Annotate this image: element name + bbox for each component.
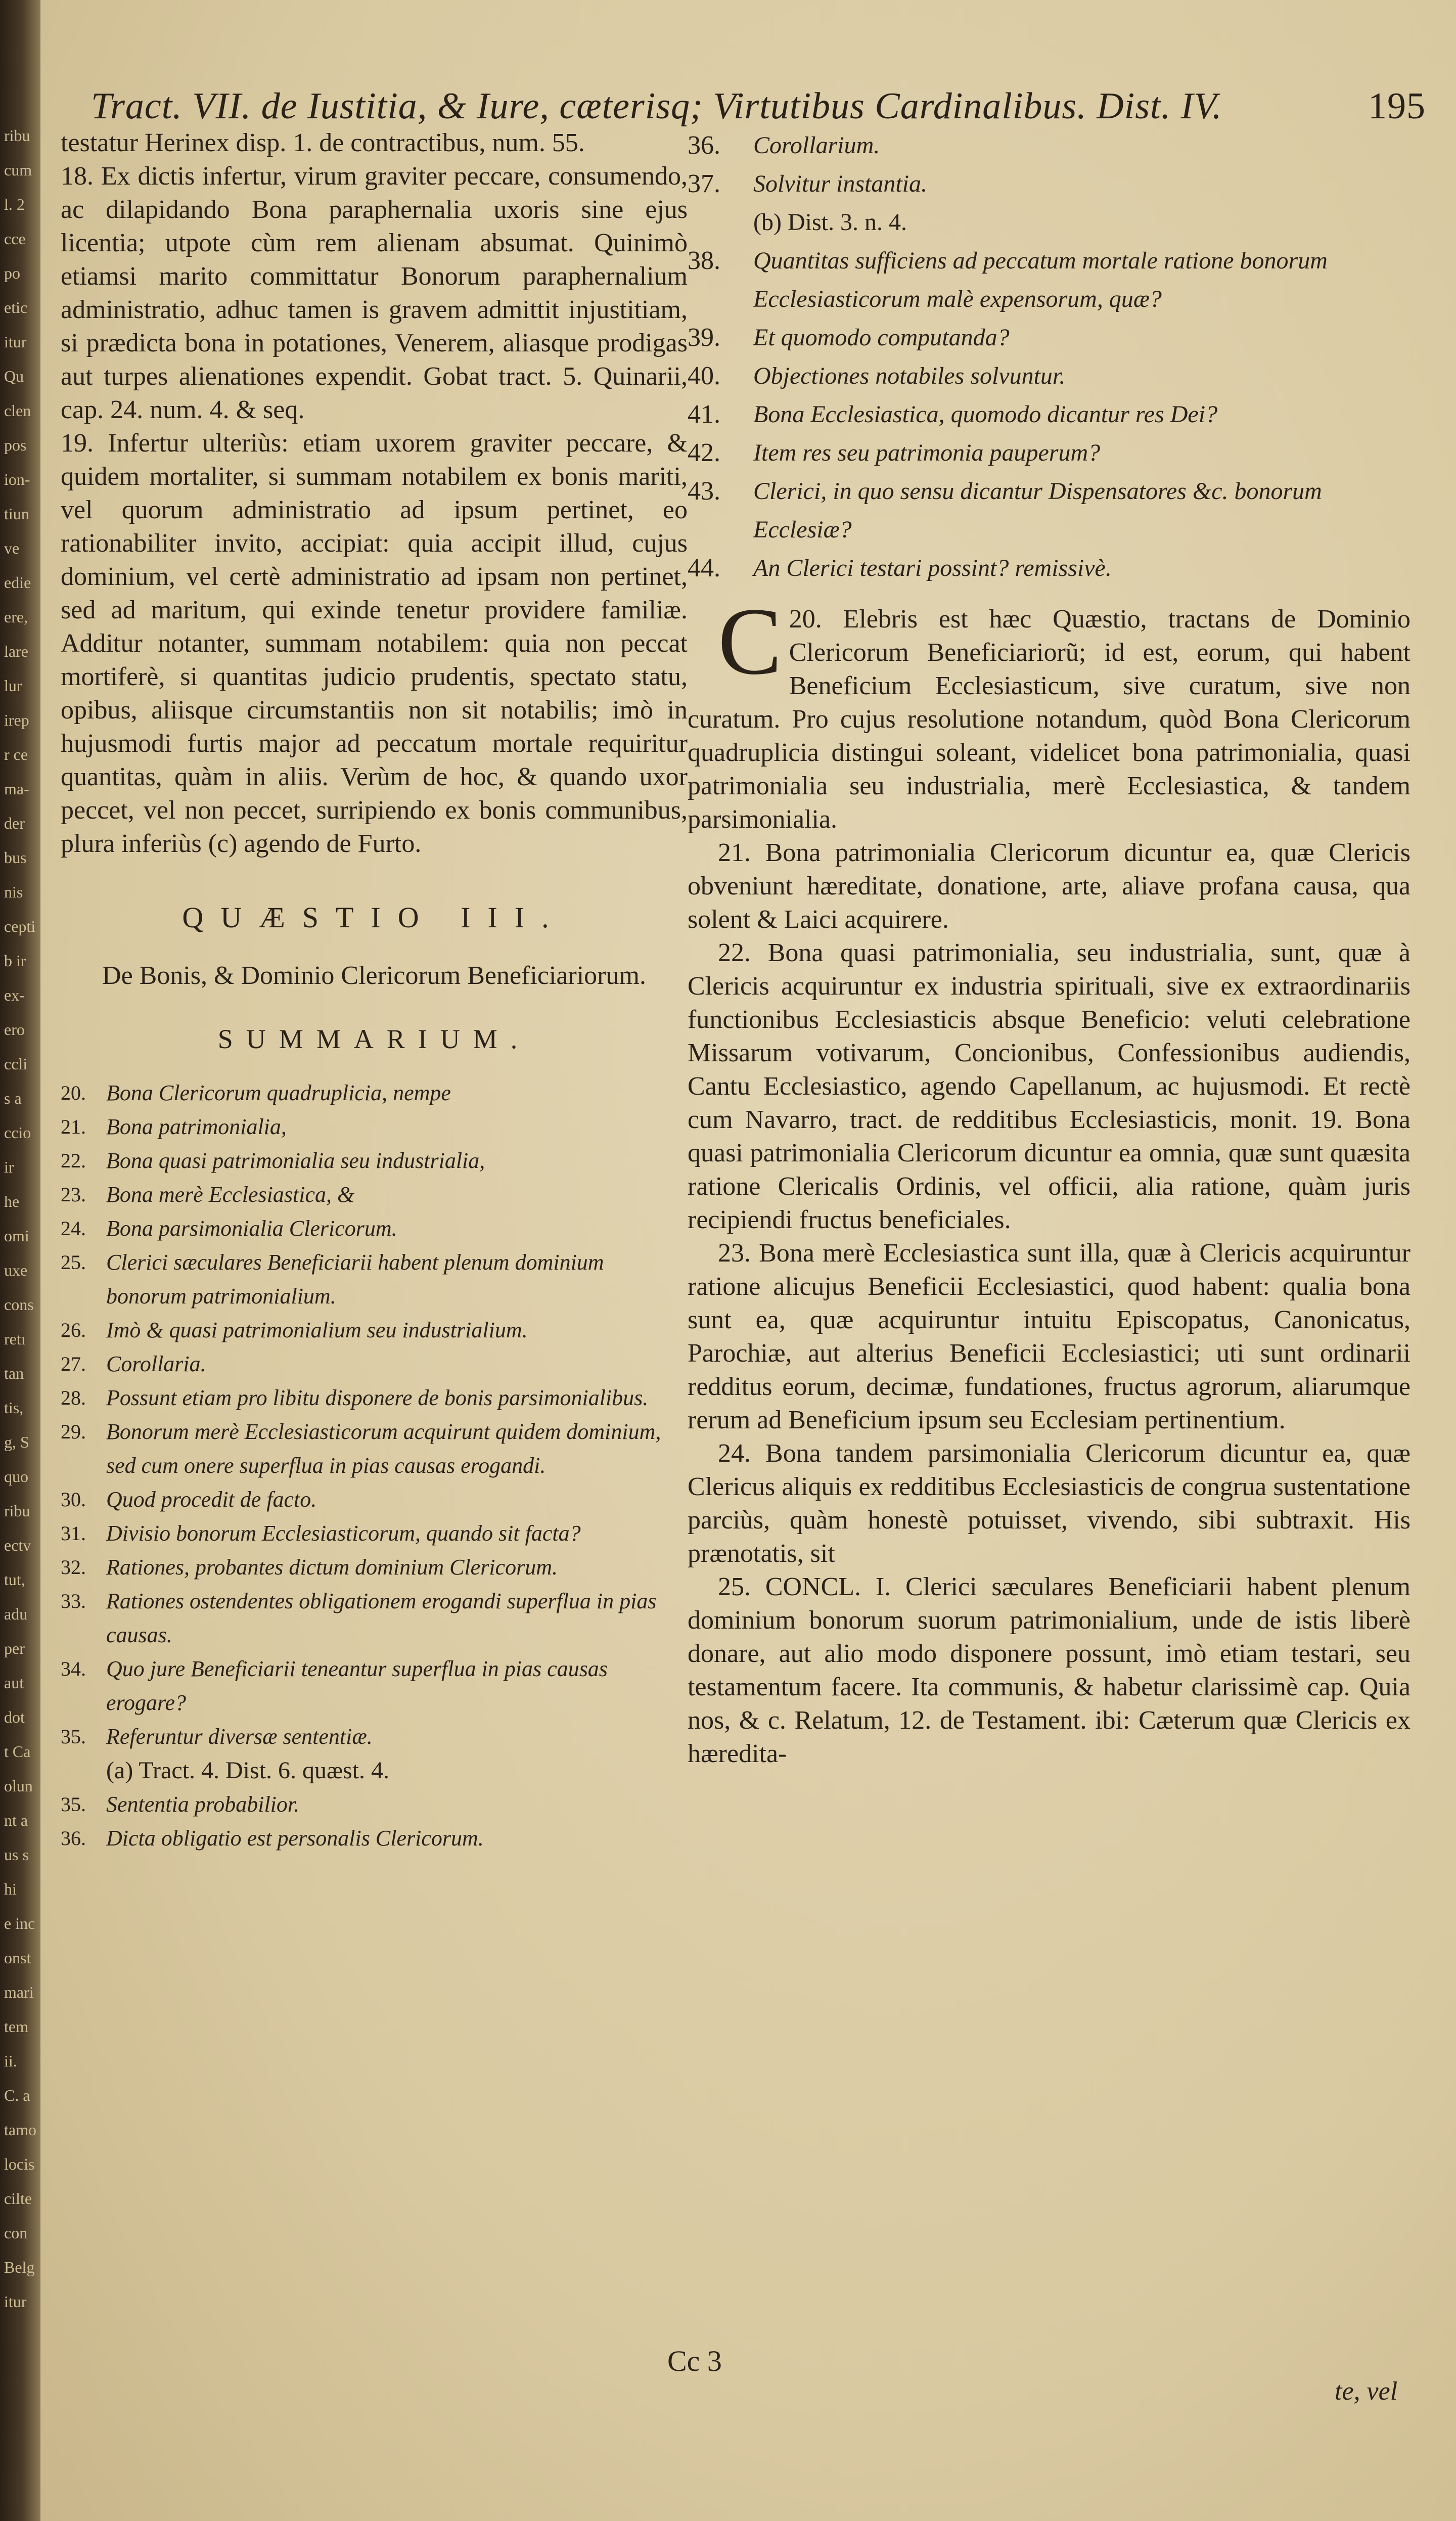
summary-heading: SUMMARIUM.	[217, 1024, 531, 1054]
summary-item	[688, 395, 1410, 434]
previous-page-fragment: per	[4, 1639, 25, 1657]
paragraph-25: 25. CONCL. I. Clerici sæculares Beneficiarii habent plenum dominium bonorum suorum patrimonialium, unde de istis liberè donare, aut alio modo disponere possunt, imò etiam testari, seu testamentum facere. Ita communis, & habetur clarissimè cap. Quia nos, & c. Relatum, 12. de Testament. ibi: Cæterum quæ Clericis ex hæredita-	[688, 1572, 1410, 1768]
previous-page-fragment: b ir	[4, 952, 26, 970]
paragraph-20	[688, 589, 1410, 836]
left-column	[61, 126, 688, 1855]
summary-item-text: (a) Tract. 4. Dist. 6. quæst. 4.	[106, 1757, 390, 1784]
summary-item-number: 31.	[61, 1522, 86, 1545]
paragraph-20-number: 20.	[789, 605, 822, 634]
summary-item-number: 34.	[61, 1657, 86, 1680]
summary-item-text: Quod procedit de facto.	[106, 1487, 317, 1512]
previous-page-fragment: po	[4, 264, 20, 282]
previous-page-fragment: tem	[4, 2017, 28, 2036]
page-number: 195	[1368, 85, 1426, 127]
previous-page-fragment: nt a	[4, 1811, 28, 1829]
summary-item-number: 26.	[61, 1319, 86, 1341]
previous-page-fragment: tan	[4, 1364, 24, 1382]
summary-item	[61, 1584, 688, 1652]
summary-item-number: 33.	[61, 1590, 86, 1612]
previous-page-fragment: tamo	[4, 2121, 36, 2139]
summary-item-text: Sententia probabilior.	[106, 1792, 300, 1817]
signature-mark: Cc 3	[667, 2345, 722, 2377]
previous-page-fragment: ir	[4, 1158, 14, 1176]
previous-page-fragment: con	[4, 2224, 28, 2242]
previous-page-fragment: ribu	[4, 126, 30, 145]
question-subtitle: De Bonis, & Dominio Clericorum Beneficiariorum.	[102, 961, 646, 990]
summary-item-number: 40.	[688, 362, 720, 390]
previous-page-fragment: e inc	[4, 1914, 35, 1932]
summary-item	[61, 1652, 688, 1720]
previous-page-fragment: aut	[4, 1674, 24, 1692]
summary-item-text: Corollarium.	[753, 132, 880, 159]
summary-item	[61, 1076, 688, 1110]
summary-item	[61, 1144, 688, 1178]
summary-item	[61, 1787, 688, 1821]
paragraph-21: 21. Bona patrimonialia Clericorum dicuntur ea, quæ Clericis obveniunt hæreditate, donatione, arte, aliave profana causa, qua solent & Laici acquirere.	[688, 838, 1410, 934]
summary-item	[61, 1516, 688, 1550]
summary-item-text: An Clerici testari possint? remissivè.	[753, 555, 1112, 581]
previous-page-fragment: olun	[4, 1777, 33, 1795]
summary-item	[61, 1178, 688, 1211]
summary-item-number: 39.	[688, 323, 720, 352]
previous-page-fragment: cilte	[4, 2189, 32, 2208]
previous-page-fragment: cum	[4, 161, 32, 179]
summary-item-text: Quo jure Beneficiarii teneantur superflua in pias causas erogare?	[106, 1656, 608, 1715]
previous-page-fragment: Qu	[4, 367, 24, 385]
summary-item-text: Imò & quasi patrimonialium seu industrialium.	[106, 1318, 528, 1342]
summary-item-number: 23.	[61, 1183, 86, 1206]
previous-page-fragment: mari	[4, 1983, 34, 2001]
previous-page-fragment: itur	[4, 333, 27, 351]
summary-item-number: 27.	[61, 1353, 86, 1375]
paragraph-18: 18. Ex dictis infertur, virum graviter peccare, consumendo, ac dilapidando Bona paraphernalia uxoris sine ejus licentia; utpote cùm rem alienam absumat. Quinimò etiamsi marito committatur Bonorum paraphernalium administratio, adhuc tamen is gravem admittit injustitiam, si prædicta bona in potationes, Venerem, aliasque prodigas aut turpes alienationes expendit. Gobat tract. 5. Quinarii, cap. 24. num. 4. & seq.	[61, 162, 688, 424]
previous-page-fragment: ectv	[4, 1536, 31, 1554]
previous-page-fragment: lare	[4, 642, 28, 660]
previous-page-fragment: retı	[4, 1330, 26, 1348]
previous-page-fragment: Belg	[4, 2258, 35, 2276]
summary-item	[688, 319, 1410, 357]
summary-item-number: 36.	[688, 131, 720, 160]
question-heading: QUÆSTIO III.	[182, 901, 566, 934]
summary-item	[61, 1313, 688, 1347]
paragraph-intro: testatur Herinex disp. 1. de contractibus, num. 55.	[61, 128, 585, 157]
previous-page-fragment: cce	[4, 230, 26, 248]
previous-page-fragment: quo	[4, 1467, 28, 1485]
previous-page-fragment: ribu	[4, 1502, 30, 1520]
previous-page-fragment: ex-	[4, 986, 25, 1004]
summary-item-text: Bona Ecclesiastica, quomodo dicantur res Dei?	[753, 401, 1218, 428]
previous-page-fragment: pos	[4, 436, 27, 454]
summary-item-text: Rationes ostendentes obligationem erogandi superflua in pias causas.	[106, 1589, 657, 1647]
previous-page-fragment: tis,	[4, 1399, 24, 1417]
summary-item-text: Referuntur diversæ sententiæ.	[106, 1724, 373, 1749]
summary-item	[688, 165, 1410, 203]
summary-item-text: Bona Clericorum quadruplicia, nempe	[106, 1081, 451, 1105]
previous-page-fragment: edie	[4, 573, 31, 592]
summary-item-number: 32.	[61, 1556, 86, 1579]
summary-item-number: 44.	[688, 554, 720, 582]
previous-page-fragment: g, S	[4, 1433, 29, 1451]
paragraph-20-text: Elebris est hæc Quæstio, tractans de Dominio Clericorum Beneficiariorũ; id est, eorum, qui habent Beneficium Ecclesiasticum, sive curatum, sive non curatum. Pro cujus resolutione notandum, quòd Bona Clericorum quadruplicia distingui soleant, videlicet bona patrimonialia, quasi patrimonialia seu industrialia, merè Ecclesiastica, & tandem parsimonialia.	[688, 605, 1410, 834]
summary-item	[61, 1753, 688, 1787]
previous-page-fragment: tut,	[4, 1570, 25, 1589]
previous-page-fragment: lur	[4, 677, 22, 695]
summary-item-number: 35.	[61, 1793, 86, 1816]
previous-page-fragment: s a	[4, 1089, 22, 1107]
summary-item	[61, 1381, 688, 1415]
previous-page-fragment: clen	[4, 401, 31, 420]
summary-item	[688, 126, 1410, 165]
previous-page-fragment: cepti	[4, 917, 36, 935]
summary-item-number: 36.	[61, 1827, 86, 1850]
previous-page-fragment: etic	[4, 298, 28, 317]
summary-item-text: Et quomodo computanda?	[753, 324, 1010, 351]
summary-item-text: Divisio bonorum Ecclesiasticorum, quando sit facta?	[106, 1521, 581, 1546]
summary-item-text: Bonorum merè Ecclesiasticorum acquirunt quidem dominium, sed cum onere superflua in pias causas erogandi.	[106, 1419, 661, 1478]
summary-item-text: (b) Dist. 3. n. 4.	[753, 209, 907, 236]
summary-item-text: Bona parsimonialia Clericorum.	[106, 1216, 397, 1241]
previous-page-fragment: hi	[4, 1880, 17, 1898]
summary-item	[61, 1415, 688, 1482]
previous-page-fragment: onst	[4, 1949, 31, 1967]
summary-item-text: Objectiones notabiles solvuntur.	[753, 363, 1066, 389]
summary-item	[688, 357, 1410, 395]
summary-item-text: Bona patrimonialia,	[106, 1114, 287, 1139]
summary-item-text: Clerici, in quo sensu dicantur Dispensatores &c. bonorum Ecclesiæ?	[753, 478, 1322, 543]
previous-page-fragment: C. a	[4, 2086, 30, 2104]
previous-page-fragment: t Ca	[4, 1742, 31, 1761]
previous-page-fragment: locis	[4, 2155, 35, 2173]
drop-cap: C	[718, 589, 782, 695]
right-column	[688, 126, 1410, 1771]
book-page	[40, 0, 1456, 2521]
summary-item-text: Rationes, probantes dictum dominium Clericorum.	[106, 1555, 558, 1580]
previous-page-fragment: uxe	[4, 1261, 28, 1279]
summary-item-text: Dicta obligatio est personalis Clericorum.	[106, 1826, 484, 1851]
summary-item-number: 22.	[61, 1149, 86, 1172]
paragraph-24: 24. Bona tandem parsimonialia Clericorum dicuntur ea, quæ Clericus aliquis ex redditibus Ecclesiasticis de congrua sustentatione parciùs, quàm honestè potuisset, vivendo, sibi subtraxit. His prænotatis, sit	[688, 1439, 1410, 1568]
summary-item-number: 29.	[61, 1420, 86, 1443]
summary-item	[688, 203, 1410, 242]
previous-page-fragment: dot	[4, 1708, 25, 1726]
summary-item	[688, 549, 1410, 588]
previous-page-fragment: l. 2	[4, 195, 25, 213]
summary-item	[61, 1110, 688, 1144]
previous-page-fragment: ma-	[4, 780, 29, 798]
previous-page-fragment: itur	[4, 2292, 27, 2311]
summary-item-text: Solvitur instantia.	[753, 170, 928, 197]
summary-list-continued	[688, 126, 1410, 588]
summary-item-number: 38.	[688, 246, 720, 275]
summary-item-number: 37.	[688, 169, 720, 198]
summary-item	[61, 1482, 688, 1516]
summary-item-number: 20.	[61, 1082, 86, 1104]
summary-item-number: 35.	[61, 1725, 86, 1748]
summary-item	[61, 1550, 688, 1584]
summary-item	[61, 1245, 688, 1313]
previous-page-fragment: ii.	[4, 2052, 17, 2070]
summary-item	[61, 1347, 688, 1381]
previous-page-fragment: der	[4, 814, 25, 832]
summary-item-text: Clerici sæculares Beneficiarii habent plenum dominium bonorum patrimonialium.	[106, 1250, 604, 1309]
summary-item-text: Corollaria.	[106, 1352, 206, 1376]
previous-page-fragment: cons	[4, 1295, 34, 1314]
previous-page-fragment: nis	[4, 883, 23, 901]
summary-item-number: 21.	[61, 1115, 86, 1138]
summary-item-text: Possunt etiam pro libitu disponere de bonis parsimonialibus.	[106, 1385, 649, 1410]
summary-item-number: 42.	[688, 438, 720, 467]
summary-item-number: 28.	[61, 1386, 86, 1409]
summary-list	[61, 1076, 688, 1855]
previous-page-fragment: adu	[4, 1605, 28, 1623]
paragraph-23: 23. Bona merè Ecclesiastica sunt illa, quæ à Clericis acquiruntur ratione alicujus Beneficii Ecclesiastici, quod habent: qualia bona sunt ea, quæ acquiruntur intuitu Episcopatus, Canonicatus, Parochiæ, aut alterius Beneficii Ecclesiastici; uti sunt ordinarii redditus eorum, decimæ, fundationes, fructus agrorum, aliarumque rerum ad Beneficium ipsum seu Ecclesiam pertinentium.	[688, 1239, 1410, 1434]
previous-page-fragment: ero	[4, 1020, 25, 1039]
summary-item-number: 43.	[688, 477, 720, 506]
previous-page-fragment: ccli	[4, 1055, 28, 1073]
previous-page-fragment: bus	[4, 848, 27, 867]
previous-page-fragment: us s	[4, 1845, 29, 1864]
summary-item-text: Quantitas sufficiens ad peccatum mortale ratione bonorum Ecclesiasticorum malè expensorum, quæ?	[753, 247, 1328, 312]
previous-page-fragment: r ce	[4, 745, 28, 763]
summary-item	[61, 1821, 688, 1855]
running-header	[91, 85, 1426, 130]
summary-item	[688, 434, 1410, 472]
summary-item	[688, 472, 1410, 549]
previous-page-fragment: tiun	[4, 505, 29, 523]
previous-page-fragment: ve	[4, 539, 20, 557]
catchword: te, vel	[1335, 2377, 1398, 2406]
summary-item	[688, 242, 1410, 319]
running-title: Tract. VII. de Iustitia, & Iure, cæterisq; Virtutibus Cardinalibus. Dist. IV.	[91, 85, 1222, 127]
previous-page-fragment: omi	[4, 1227, 29, 1245]
previous-page-fragment: ere,	[4, 608, 28, 626]
summary-item-number: 41.	[688, 400, 720, 429]
summary-item-number: 24.	[61, 1217, 86, 1240]
summary-item-text: Bona quasi patrimonialia seu industrialia,	[106, 1148, 485, 1173]
paragraph-19: 19. Infertur ulteriùs: etiam uxorem graviter peccare, & quidem mortaliter, si summam notabilem ex bonis mariti, vel quorum administratio ad ipsum pertinet, eo rationabiliter invito, accipiat: quia accipit illud, cujus dominium, vel certè administratio ad ipsam non pertinet, sed ad maritum, qui exinde tenetur providere familiæ. Additur notanter, summam notabilem: quia non peccat mortiferè, si quantitas judicio prudentis, spectato statu, opibus, aliisque circumstantiis non sit notabilis; imò in hujusmodi furtis major ad peccatum mortale requiritur quantitas, quàm in aliis. Verùm de hoc, & quando uxor peccet, vel non peccet, surripiendo ex bonis communibus, plura inferiùs (c) agendo de Furto.	[61, 429, 688, 858]
paragraph-22: 22. Bona quasi patrimonialia, seu industrialia, sunt, quæ à Clericis acquiruntur ex industria spirituali, sive ex extraordinariis functionibus Ecclesiasticis absque Beneficio: veluti celebratione Missarum votivarum, Concionibus, Confessionibus audiendis, Cantu Ecclesiastico, agendo Capellanum, ac hujusmodi. Et rectè cum Navarro, tract. de redditibus Ecclesiasticis, monit. 19. Bona quasi patrimonialia Clericorum dicuntur ea omnia, quæ sunt quæsita ratione Clericalis Ordinis, vel officii, alia ratione, quàm juris recipiendi fructus beneficiales.	[688, 938, 1410, 1234]
summary-item	[61, 1211, 688, 1245]
previous-page-fragment: he	[4, 1192, 20, 1210]
summary-item-text: Bona merè Ecclesiastica, &	[106, 1182, 355, 1207]
summary-item-text: Item res seu patrimonia pauperum?	[753, 439, 1101, 466]
previous-page-fragment: ccio	[4, 1123, 31, 1142]
summary-item-number: 25.	[61, 1251, 86, 1274]
summary-item-number: 30.	[61, 1488, 86, 1511]
summary-item	[61, 1720, 688, 1753]
previous-page-edge	[0, 0, 40, 2521]
previous-page-fragment: irep	[4, 711, 29, 729]
previous-page-fragment: ion-	[4, 470, 30, 488]
